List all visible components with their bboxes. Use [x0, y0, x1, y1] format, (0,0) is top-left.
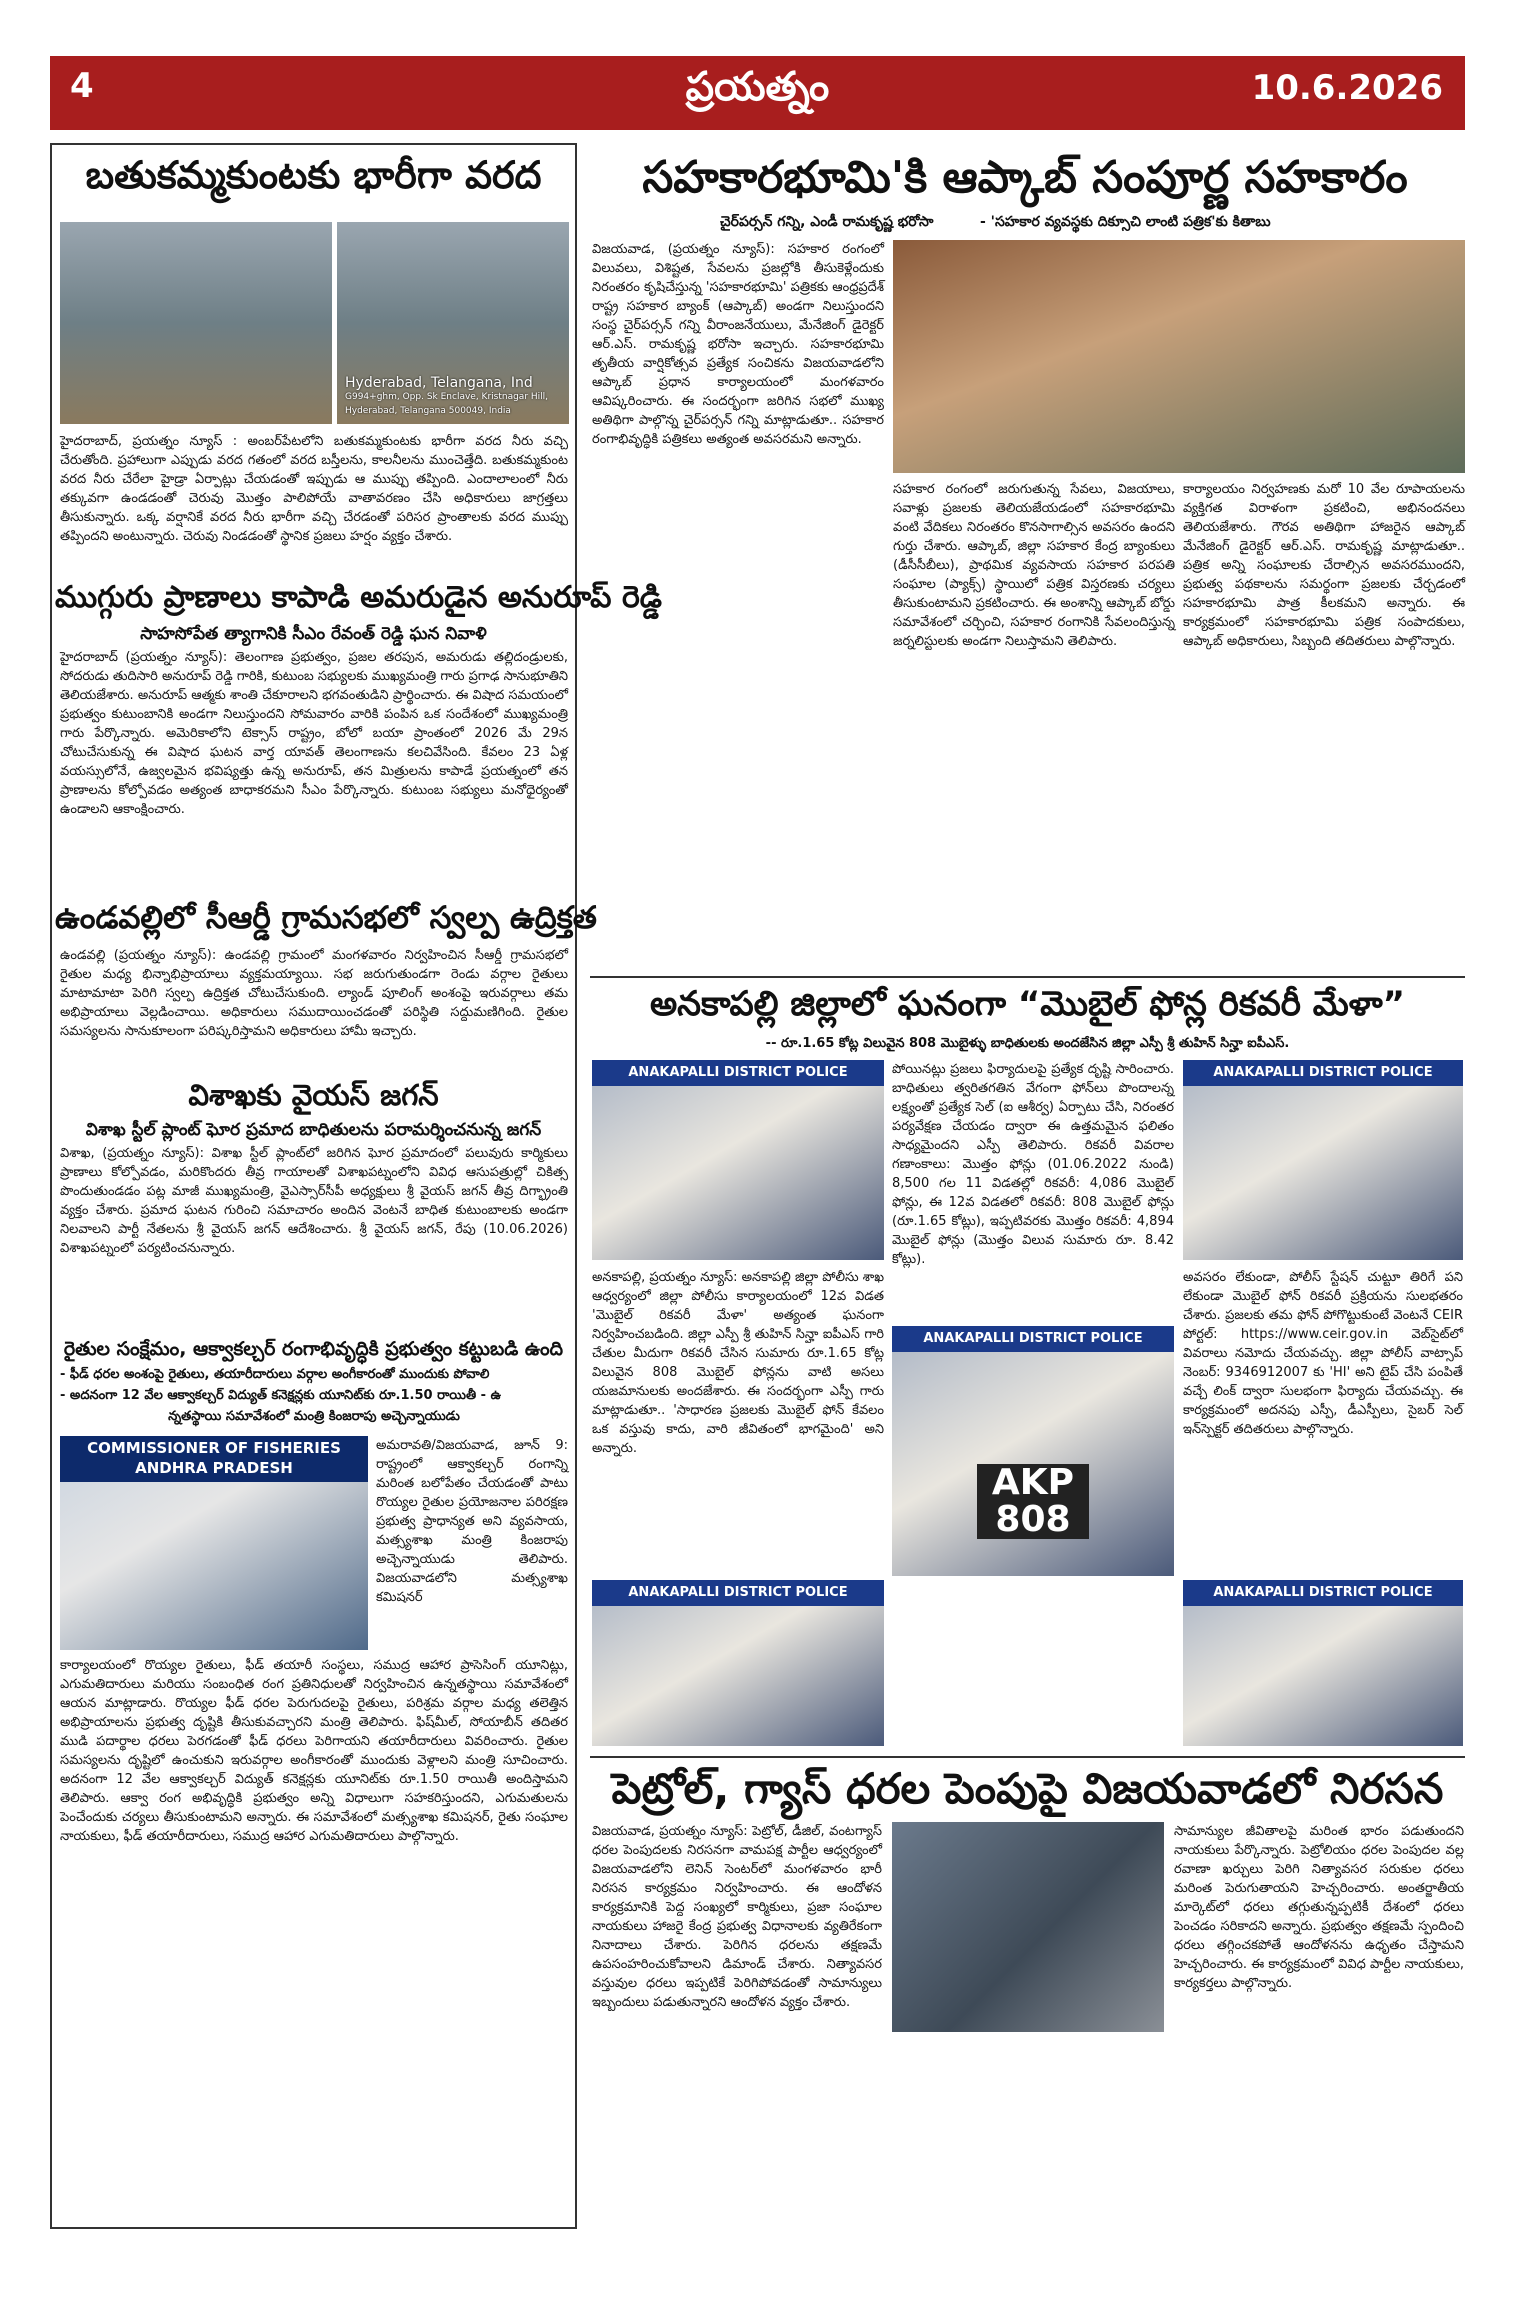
commissioner-banner: COMMISSIONER OF FISHERIES ANDHRA PRADESH [60, 1436, 368, 1482]
police-banner-1: ANAKAPALLI DISTRICT POLICE [592, 1060, 884, 1086]
akp-808-photo [892, 1326, 1174, 1576]
aqua-body: కార్యాలయంలో రొయ్యల రైతులు, ఫీడ్ తయారీ సంస్థలు, సముద్ర ఆహార ప్రాసెసింగ్ యూనిట్లు, ఎగుమతిదారులు మరియు సంబంధిత రంగ ప్రతినిధులతో నిర్వహించిన ఉన్నతస్థాయి సమావేశంలో ఆయన మాట్లాడారు. రొయ్యల ఫీడ్ ధరల పెరుగుదలపై రైతులు, పరిశ్రమ వర్గాల మధ్య తలెత్తిన అభిప్రాయాలను ప్రభుత్వ దృష్టికి తీసుకువచ్చారని మంత్రి తెలిపారు. ఫిష్‌మీల్, సోయాబీన్ తదితర ముడి పదార్థాల ధరలు పెరగడంతో ఫీడ్ ధరలు పెరిగాయని తయారీదారులు వివరించారు. రైతుల సమస్యలను దృష్టిలో ఉంచుకుని ఇరువర్గాల అంగీకారంతో ముందుకు వెళ్లాలని మంత్రి సూచించారు. అదనంగా 12 వేల ఆక్వాకల్చర్ విద్యుత్ కనెక్షన్లకు యూనిట్‌కు రూ.1.50 రాయితీ అందిస్తామని తెలిపారు. ఆక్వా రంగ అభివృద్ధికి ప్రభుత్వం అన్ని విధాలుగా సహకరిస్తుందని, ఎగుమతులను పెంచేందుకు చర్యలు తీసుకుంటామని అన్నారు. ఈ సమావేశంలో మత్స్యశాఖ కమిషనర్, రైతు సంఘాల నాయకులు, ఫీడ్ తయారీదారులు, సముద్ర ఆహార ఎగుమతిదారులు పాల్గొన్నారు. [60, 1658, 568, 1844]
page-number: 4 [70, 66, 94, 106]
aqua-sub-1: - ఫీడ్ ధరల అంశంపై రైతులు, తయారీదారులు వర్గాల అంగీకారంతో ముందుకు పోవాలి [60, 1367, 490, 1382]
apcob-event-photo [893, 240, 1465, 473]
flood-photo-1 [60, 222, 332, 424]
anakapalli-photo-4 [1183, 1580, 1463, 1746]
apcob-sub-left: చైర్‌పర్సన్ గన్ని, ఎండీ రామకృష్ణ భరోసా [720, 214, 934, 230]
flood-photo-2 [337, 222, 569, 424]
vizag-headline: విశాఖకు వైయస్ జగన్ [188, 1078, 439, 1112]
akp-count: 808 [995, 1499, 1071, 1541]
petrol-col-2: సామాన్యుల జీవితాలపై మరింత భారం పడుతుందని నాయకులు పేర్కొన్నారు. పెట్రోలియం ధరల పెంపుదల వల్ల రవాణా ఖర్చులు పెరిగి నిత్యావసర సరుకుల ధరలు మరింత పెరుగుతాయని హెచ్చరించారు. అంతర్జాతీయ మార్కెట్‌లో ధరలు తగ్గుతున్నప్పటికీ దేశంలో ధరలు పెంచడం సరికాదని అన్నారు. ప్రభుత్వం తక్షణమే స్పందించి ధరలు తగ్గించకపోతే ఆందోళనను ఉధృతం చేస్తామని హెచ్చరించారు. ఈ కార్యక్రమంలో వివిధ పార్టీల నాయకులు, కార్యకర్తలు పాల్గొన్నారు. [1174, 1824, 1464, 1991]
anurup-subhead: సాహసోపేత త్యాగానికి సీఎం రేవంత్ రెడ్డి ఘన నివాళి [140, 624, 487, 644]
akp-808-display [977, 1461, 1090, 1541]
apcob-col-2: సహకార రంగంలో జరుగుతున్న సేవలు, విజయాలు, సవాళ్లు ప్రజలకు తెలియజేయడంలో సహకారభూమి వంటి వేదికలు నిరంతరం కొనసాగాల్సిన అవసరం ఉందని గుర్తు చేశారు. ఆప్కాబ్, జిల్లా సహకార కేంద్ర బ్యాంకులు (డీసీసీబీలు), ప్రాథమిక వ్యవసాయ సహకార పరపతి సంఘాల (ప్యాక్స్) స్థాయిలో పత్రిక విస్తరణకు చర్యలు తీసుకుంటామని ప్రకటించారు. ఈ అంశాన్ని ఆప్కాబ్ బోర్డు సమావేశంలో చర్చించి, సహకార రంగానికి సేవలందిస్తున్న జర్నలిస్టులకు అండగా నిలుస్తామని తెలిపారు. [893, 482, 1175, 649]
photo-caption-address: G994+ghm, Opp. Sk Enclave, Kristnagar Hill, Hyderabad, Telangana 500049, India [345, 392, 549, 416]
anakapalli-photo-3 [592, 1580, 884, 1746]
anurup-body: హైదరాబాద్ (ప్రయత్నం న్యూస్): తెలంగాణ ప్రభుత్వం, ప్రజల తరపున, అమరుడు తల్లిదండ్రులకు, సోదరుడు తుదిసారి అనురూప్ రెడ్డి గారికి, కుటుంబ సభ్యులకు ముఖ్యమంత్రి గారు ప్రగాఢ సానుభూతిని తెలియజేశారు. అనురూప్ ఆత్మకు శాంతి చేకూరాలని భగవంతుడిని ప్రార్థించారు. ఈ విషాద సమయంలో ప్రభుత్వం కుటుంబానికి అండగా నిలుస్తుందని సోమవారం వారికి పంపిన ఒక సందేశంలో ముఖ్యమంత్రి గారు పేర్కొన్నారు. అమెరికాలోని టెక్సాస్ రాష్ట్రం, బోలో బయా ప్రాంతంలో 2026 మే 29న చోటుచేసుకున్న ఈ విషాద ఘటన వార్త యావత్ తెలంగాణను కలచివేసింది. కేవలం 23 ఏళ్ల వయస్సులోనే, ఉజ్వలమైన భవిష్యత్తు ఉన్న అనురూప్, తన మిత్రులను కాపాడే ప్రయత్నంలో తన ప్రాణాలను కోల్పోవడం అత్యంత బాధాకరమని సీఎం పేర్కొన్నారు. కుటుంబ సభ్యులు మనోధైర్యంతో ఉండాలని ఆకాంక్షించారు. [60, 650, 568, 817]
apcob-sub-right: - 'సహకార వ్యవస్థకు దిక్సూచి లాంటి పత్రిక'కు కితాబు [980, 214, 1271, 230]
anakapalli-photo-2 [1183, 1060, 1463, 1260]
undavalli-body: ఉండవల్లి (ప్రయత్నం న్యూస్): ఉండవల్లి గ్రామంలో మంగళవారం నిర్వహించిన సీఆర్డీ గ్రామసభలో రైతుల మధ్య భిన్నాభిప్రాయాలు వ్యక్తమయ్యాయి. సభ జరుగుతుండగా రెండు వర్గాల రైతులు మాటామాటా పెరిగి స్వల్ప ఉద్రిక్తత చోటుచేసుకుంది. ల్యాండ్ పూలింగ్ అంశంపై ఇరువర్గాలు తమ అభిప్రాయాలు వెల్లడించాయి. అధికారులు సముదాయించడంతో పరిస్థితి సద్దుమణిగింది. రైతుల సమస్యలను సానుకూలంగా పరిష్కరిస్తామని అధికారులు హామీ ఇచ్చారు. [60, 948, 568, 1039]
masthead [50, 56, 1465, 130]
anakapalli-col-mid: పోయినట్లు ప్రజలు ఫిర్యాదులపై ప్రత్యేక దృష్టి సారించారు. బాధితులు త్వరితగతిన వేగంగా ఫోన్‌లు పొందాలన్న లక్ష్యంతో ప్రత్యేక సెల్ (ఐ ఆశీర్వ) ఏర్పాటు చేసి, నిరంతర పర్యవేక్షణ చేయడం ద్వారా ఈ ఉత్తమమైన ఫలితం సాధ్యమైందని ఎస్పీ తెలిపారు. రికవరీ వివరాల గణాంకాలు: మొత్తం ఫోన్లు (01.06.2022 నుండి) 8,500 గల 11 విడతల్లో రికవరీ: 4,086 మొబైల్ ఫోన్లు, ఈ 12వ విడతలో రికవరీ: 808 మొబైల్ ఫోన్లు (రూ.1.65 కోట్లు), ఇప్పటివరకు మొత్తం రికవరీ: 4,894 మొబైల్ ఫోన్లు (మొత్తం విలువ సుమారు రూ. 8.42 కోట్లు). [892, 1062, 1174, 1267]
anurup-headline: ముగ్గురు ప్రాణాలు కాపాడి అమరుడైన అనురూప్ రెడ్డి [55, 580, 662, 615]
section-divider [590, 976, 1465, 978]
aqua-body-side: అమరావతి/విజయవాడ, జూన్ 9: రాష్ట్రంలో ఆక్వాకల్చర్ రంగాన్ని మరింత బలోపేతం చేయడంతో పాటు రొయ్యల రైతుల ప్రయోజనాల పరిరక్షణ ప్రభుత్వ ప్రాధాన్యత అని వ్యవసాయ, మత్స్యశాఖ మంత్రి కింజరాపు అచ్చెన్నాయుడు తెలిపారు. విజయవాడలోని మత్స్యశాఖ కమిషనర్ [376, 1438, 568, 1605]
issue-date: 10.6.2026 [1251, 68, 1443, 108]
vizag-body: విశాఖ, (ప్రయత్నం న్యూస్): విశాఖ స్టీల్ ప్లాంట్‌లో జరిగిన ఘోర ప్రమాదంలో పలువురు కార్మికులు ప్రాణాలు కోల్పోవడం, మరికొందరు తీవ్ర గాయాలతో విశాఖపట్నంలోని వివిధ ఆసుపత్రుల్లో చికిత్స పొందుతుండడం పట్ల మాజీ ముఖ్యమంత్రి, వైఎస్సార్‌సీపీ అధ్యక్షులు శ్రీ వైయస్ జగన్ తీవ్ర దిగ్భ్రాంతి వ్యక్తం చేశారు. ప్రమాద ఘటన గురించి సమాచారం అందిన వెంటనే బాధిత కుటుంబాలకు అండగా నిలవాలని పార్టీ నేతలను శ్రీ వైయస్ జగన్ ఆదేశించారు. శ్రీ వైయస్ జగన్, రేపు (10.06.2026) విశాఖపట్నంలో పర్యటించనున్నారు. [60, 1146, 568, 1256]
police-banner-4: ANAKAPALLI DISTRICT POLICE [592, 1580, 884, 1606]
undavalli-headline: ఉండవల్లిలో సీఆర్డీ గ్రామసభలో స్వల్ప ఉద్రిక్తత [55, 900, 597, 936]
aqua-sub-3: న్నతస్థాయి సమావేశంలో మంత్రి కింజరాపు అచ్చెన్నాయుడు [168, 1409, 460, 1424]
petrol-col-1: విజయవాడ, ప్రయత్నం న్యూస్: పెట్రోల్, డీజిల్, వంటగ్యాస్ ధరల పెంపుదలకు నిరసనగా వామపక్ష పార్టీల ఆధ్వర్యంలో విజయవాడలోని లెనిన్ సెంటర్‌లో మంగళవారం భారీ నిరసన కార్యక్రమం నిర్వహించారు. ఈ ఆందోళన కార్యక్రమానికి పెద్ద సంఖ్యలో కార్మికులు, ప్రజా సంఘాల నాయకులు హాజరై కేంద్ర ప్రభుత్వ విధానాలకు వ్యతిరేకంగా నినాదాలు చేశారు. పెరిగిన ధరలను తక్షణమే ఉపసంహరించుకోవాలని డిమాండ్ చేశారు. నిత్యావసర వస్తువుల ధరలు ఇప్పటికే పెరిగిపోవడంతో సామాన్యులు ఇబ్బందులు పడుతున్నారని ఆందోళన వ్యక్తం చేశారు. [592, 1824, 882, 2010]
anakapalli-subhead: -- రూ.1.65 కోట్ల విలువైన 808 మొబైళ్ళు బాధితులకు అందజేసిన జిల్లా ఎస్పీ శ్రీ తుహిన్ సిన్హా ఐపీఎస్. [765, 1036, 1290, 1051]
apcob-headline: సహకారభూమి'కి ఆప్కాబ్ సంపూర్ణ సహకారం [642, 152, 1408, 203]
aqua-meeting-photo [60, 1436, 368, 1650]
protest-photo [892, 1822, 1164, 2032]
flood-headline: బతుకమ్మకుంటకు భారీగా వరద [85, 153, 542, 197]
vizag-subhead: విశాఖ స్టీల్ ప్లాంట్ ఘోర ప్రమాద బాధితులను పరామర్శించనున్న జగన్ [85, 1120, 542, 1140]
aqua-sub-2: - అదనంగా 12 వేల ఆక్వాకల్చర్ విద్యుత్ కనెక్షన్లకు యూనిట్‌కు రూ.1.50 రాయితీ - ఉ [60, 1388, 501, 1403]
flood-body: హైదరాబాద్, ప్రయత్నం న్యూస్ : అంబర్‌పేటలోని బతుకమ్మకుంటకు భారీగా వరద నీరు వచ్చి చేరుతోంది. ప్రహాలుగా ఎప్పుడు వరద గతంలో వరద బస్తీలను, కాలనీలను ముంచెత్తేది. బతుకమ్మకుంట వరద నీరు చేరేలా హైడ్రా ఏర్పాట్లు చేయడంతో ఇప్పుడు ఆ ముప్పు తప్పింది. ఎందాలాలంలో నీరు తక్కువగా ఉండడంతో చెరువు మొత్తం పాలిపోయే వాతావరణం చేసి అధికారులు జాగ్రత్తలు తీసుకున్నారు. ఒక్క వర్షానికే వరద నీరు భారీగా వచ్చి చేరడంతో పరిసర ప్రాంతాలకు వరద ముప్పు తప్పిందని అంటున్నారు. చెరువు నిండడంతో స్థానిక ప్రజలు హర్షం వ్యక్తం చేశారు. [60, 434, 568, 544]
anakapalli-col-left: అనకాపల్లి, ప్రయత్నం న్యూస్: అనకాపల్లి జిల్లా పోలీసు శాఖ ఆధ్వర్యంలో జిల్లా పోలీసు కార్యాలయంలో 12వ విడత 'మొబైల్ రికవరీ మేళా' అత్యంత ఘనంగా నిర్వహించబడింది. జిల్లా ఎస్పీ శ్రీ తుహిన్ సిన్హా ఐపీఎస్ గారి చేతుల మీదుగా రికవరీ చేసిన సుమారు రూ.1.65 కోట్ల విలువైన 808 మొబైల్ ఫోన్లను వాటి అసలు యజమానులకు అందజేశారు. ఈ సందర్భంగా ఎస్పీ గారు మాట్లాడుతూ.. 'సాధారణ ప్రజలకు మొబైల్ ఫోన్ కేవలం ఒక వస్తువు కాదు, వారి జీవితంలో భాగమైంది' అని అన్నారు. [592, 1270, 885, 1456]
petrol-headline: పెట్రోల్, గ్యాస్ ధరల పెంపుపై విజయవాడలో నిరసన [611, 1764, 1444, 1813]
anakapalli-headline: అనకాపల్లి జిల్లాలో ఘనంగా “మొబైల్ ఫోన్ల రికవరీ మేళా” [649, 984, 1406, 1024]
police-banner-5: ANAKAPALLI DISTRICT POLICE [1183, 1580, 1463, 1606]
police-banner-3: ANAKAPALLI DISTRICT POLICE [892, 1326, 1174, 1352]
akp-label: AKP [991, 1461, 1075, 1503]
section-divider-2 [590, 1756, 1465, 1758]
anakapalli-col-right: అవసరం లేకుండా, పోలీస్ స్టేషన్ చుట్టూ తిరిగే పని లేకుండా మొబైల్ ఫోన్ రికవరీ ప్రక్రియను సులభతరం చేశారు. ప్రజలకు తమ ఫోన్ పోగొట్టుకుంటే వెంటనే CEIR పోర్టల్: https://www.ceir.gov.in వెబ్‌సైట్‌లో వివరాలు నమోదు చేయవచ్చు. జిల్లా పోలీస్ వాట్సాప్ నెంబర్: 9346912007 కు 'HI' అని టైప్ చేసి పంపితే వచ్చే లింక్ ద్వారా సులభంగా ఫిర్యాదు చేయవచ్చు. ఈ కార్యక్రమంలో అదనపు ఎస్పీ, డీఎస్పీలు, సైబర్ సెల్ ఇన్‌స్పెక్టర్ తదితరులు పాల్గొన్నారు. [1183, 1270, 1463, 1437]
photo-caption-location: Hyderabad, Telangana, Ind [345, 375, 533, 391]
apcob-col-1: విజయవాడ, (ప్రయత్నం న్యూస్): సహకార రంగంలో విలువలు, విశిష్టత, సేవలను ప్రజల్లోకి తీసుకెళ్లేందుకు నిరంతరం కృషిచేస్తున్న 'సహకారభూమి' పత్రికకు ఆంధ్రప్రదేశ్ రాష్ట్ర సహకార బ్యాంక్ (ఆప్కాబ్) అండగా నిలుస్తుందని సంస్థ చైర్‌పర్సన్ గన్ని వీరాంజనేయులు, మేనేజింగ్ డైరెక్టర్ ఆర్.ఎస్. రామకృష్ణ భరోసా ఇచ్చారు. సహకారభూమి తృతీయ వార్షికోత్సవ ప్రత్యేక సంచికను విజయవాడలోని ఆప్కాబ్ ప్రధాన కార్యాలయంలో మంగళవారం ఆవిష్కరించారు. ఈ సందర్భంగా జరిగిన సభలో ముఖ్య అతిథిగా పాల్గొన్న చైర్‌పర్సన్ గన్ని మాట్లాడుతూ.. సహకార రంగాభివృద్ధికి పత్రికలు అత్యంత అవసరమని అన్నారు. [592, 242, 884, 447]
anakapalli-photo-1 [592, 1060, 884, 1260]
police-banner-2: ANAKAPALLI DISTRICT POLICE [1183, 1060, 1463, 1086]
aqua-headline: రైతుల సంక్షేమం, ఆక్వాకల్చర్ రంగాభివృద్ధికి ప్రభుత్వం కట్టుబడి ఉంది [63, 1338, 564, 1360]
newspaper-name: ప్రయత్నం [685, 64, 830, 110]
apcob-col-3: కార్యాలయం నిర్వహణకు మరో 10 వేల రూపాయలను వ్యక్తిగత విరాళంగా ప్రకటించి, అభినందనలు తెలియజేశారు. గౌరవ అతిథిగా హాజరైన ఆప్కాబ్ మేనేజింగ్ డైరెక్టర్ ఆర్.ఎస్. రామకృష్ణ మాట్లాడుతూ.. పత్రిక అన్ని సంఘాలకు చేరాల్సిన అవసరముందని, ప్రభుత్వ పథకాలను సమర్థంగా ప్రజలకు చేర్చడంలో సహకారభూమి పాత్ర కీలకమని అన్నారు. ఈ కార్యక్రమంలో సహకారభూమి పత్రిక సంపాదకులు, ఆప్కాబ్ అధికారులు, సిబ్బంది తదితరులు పాల్గొన్నారు. [1183, 482, 1465, 649]
